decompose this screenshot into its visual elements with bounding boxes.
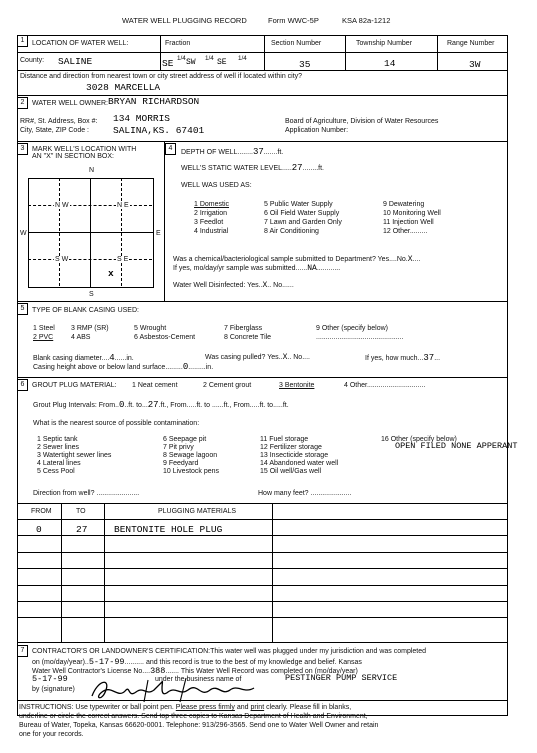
direction-label: Direction from well? ......................: [33, 490, 140, 497]
contam-option[interactable]: 7 Pit privy: [163, 444, 194, 451]
contam-option[interactable]: 6 Seepage pit: [163, 436, 207, 443]
interval-to-1[interactable]: 27: [147, 400, 159, 410]
table-row-divider: [17, 617, 507, 618]
use-option-2[interactable]: 2 Irrigation: [194, 210, 228, 217]
disinfected-question: Water Well Disinfected: Yes..X.. No......: [173, 281, 294, 290]
certification-line-2: on (mo/day/year)..5-17-99.......... and this record is true to the best of my knowledge and belief. Kansas: [32, 657, 362, 667]
section-1-number: 1: [17, 35, 28, 47]
contam-option[interactable]: 9 Feedyard: [163, 460, 199, 467]
contam-option[interactable]: 15 Oil well/Gas well: [260, 468, 322, 475]
instructions-line-1: INSTRUCTIONS: Use typewriter or ball point pen. Please press firmly and print clearly. Please fill in blanks,: [19, 704, 352, 711]
casing-height-value[interactable]: 0: [182, 362, 189, 372]
fraction-quarter-1: 1/4: [177, 55, 186, 62]
certification-line-3: Water Well Contractor's License No....388....... This Water Well Record was completed on (mo/day/year): [32, 666, 358, 676]
grid-nw: N W: [55, 202, 69, 209]
depth-label: DEPTH OF WELL........37.......ft.: [181, 147, 284, 157]
location-label: LOCATION OF WATER WELL:: [32, 40, 129, 47]
contam-option[interactable]: 4 Lateral lines: [37, 460, 81, 467]
city-label: City, State, ZIP Code :: [20, 127, 89, 134]
contam-option[interactable]: 14 Abandoned water well: [260, 460, 339, 467]
compass-w: W: [20, 230, 27, 237]
contam-option[interactable]: 1 Septic tank: [37, 436, 78, 443]
static-level-label: WELL'S STATIC WATER LEVEL.....27........ft.: [181, 163, 324, 173]
instructions-line-3: Bureau of Water, Topeka, Kansas 66620-0001. Telephone: 913/296-3565. Send one to Water Well Owner and retain: [19, 722, 379, 729]
compass-e: E: [156, 230, 161, 237]
how-much-label: If yes, how much...37...: [365, 353, 441, 363]
chem-sample-answer[interactable]: X: [407, 255, 413, 264]
section-7-number: 7: [17, 645, 28, 657]
section-4-number: 4: [165, 143, 176, 155]
section-2-number: 2: [17, 97, 28, 109]
use-option-12[interactable]: 12 Other.........: [383, 228, 428, 235]
table-row-divider: [17, 568, 507, 569]
use-option-1[interactable]: 1 Domestic: [194, 201, 230, 208]
sample-date-answer[interactable]: NA: [307, 264, 317, 273]
distance-label: Distance and direction from nearest town or city street address of well if located within city?: [20, 73, 303, 80]
section-5-number: 5: [17, 303, 28, 315]
fraction-se-1[interactable]: SE: [162, 58, 174, 69]
depth-value[interactable]: 37: [252, 147, 264, 157]
other-casing-blank: .............................................: [316, 334, 404, 341]
casing-opt-2-pvc[interactable]: 2 PVC: [33, 334, 54, 341]
section-number-label: Section Number: [271, 40, 322, 47]
casing-pulled-label: Was casing pulled? Yes..X.. No....: [205, 353, 310, 362]
contam-option[interactable]: 5 Cess Pool: [37, 468, 75, 475]
instructions-line-2: underline or circle the correct answers. Send top three copies to Kansas Department of Health and Environment,: [19, 713, 368, 720]
business-name-value[interactable]: PESTINGER PUMP SERVICE: [285, 673, 398, 683]
township-number-label: Township Number: [356, 40, 413, 47]
certification-line-1: CONTRACTOR'S OR LANDOWNER'S CERTIFICATION:This water well was plugged under my jurisdiction and was completed: [32, 648, 427, 655]
street-value[interactable]: 134 MORRIS: [113, 113, 171, 124]
table-header-to: TO: [76, 508, 86, 515]
section-number-value[interactable]: 35: [299, 59, 311, 70]
form-frame: [17, 35, 508, 716]
use-option-10[interactable]: 10 Monitoring Well: [383, 210, 441, 217]
casing-diameter-label: Blank casing diameter....4......in.: [33, 353, 134, 363]
table-cell-to[interactable]: 27: [76, 524, 88, 535]
casing-opt-1[interactable]: 1 Steel: [33, 325, 55, 332]
address-label: RR#, St. Address, Box #:: [20, 118, 98, 125]
contam-option[interactable]: 10 Livestock pens: [163, 468, 220, 475]
fraction-quarter-3: 1/4: [238, 55, 247, 62]
used-as-label: WELL WAS USED AS:: [181, 182, 252, 189]
casing-height-label: Casing height above or below land surface.........0.........in.: [33, 362, 214, 372]
contam-option[interactable]: 8 Sewage lagoon: [163, 452, 218, 459]
contam-option[interactable]: 3 Watertight sewer lines: [37, 452, 112, 459]
use-option-9[interactable]: 9 Dewatering: [383, 201, 425, 208]
table-row-divider: [17, 601, 507, 602]
owner-label: WATER WELL OWNER:: [32, 100, 108, 107]
use-option-3[interactable]: 3 Feedlot: [194, 219, 224, 226]
grout-opt-4[interactable]: 4 Other..............................: [344, 382, 426, 389]
casing-pulled-answer[interactable]: X: [282, 353, 288, 362]
casing-diameter-value[interactable]: 4: [109, 353, 115, 363]
grout-opt-3-bentonite[interactable]: 3 Bentonite: [279, 382, 315, 389]
section-6-number: 6: [17, 379, 28, 391]
county-value[interactable]: SALINE: [58, 56, 93, 67]
use-option-4[interactable]: 4 Industrial: [194, 228, 229, 235]
casing-opt-9[interactable]: 9 Other (specify below): [316, 325, 388, 332]
casing-opt-6[interactable]: 6 Asbestos-Cement: [134, 334, 196, 341]
owner-value[interactable]: BRYAN RICHARDSON: [108, 96, 200, 107]
application-number-label: Application Number:: [285, 127, 349, 134]
well-location-mark[interactable]: x: [108, 268, 114, 279]
fraction-quarter-2: 1/4: [205, 55, 214, 62]
use-option-11[interactable]: 11 Injection Well: [383, 219, 434, 226]
casing-opt-4[interactable]: 4 ABS: [71, 334, 91, 341]
use-option-8[interactable]: 8 Air Conditioning: [264, 228, 319, 235]
section-box[interactable]: [28, 178, 154, 288]
range-number-value[interactable]: 3W: [469, 59, 481, 70]
fraction-se-2[interactable]: SE: [217, 58, 227, 67]
completion-date[interactable]: 5-17-99: [88, 657, 125, 667]
static-level-value[interactable]: 27: [291, 163, 303, 173]
table-row-divider: [17, 585, 507, 586]
contamination-question: What is the nearest source of possible contamination:: [33, 420, 200, 427]
ksa-reference: KSA 82a-1212: [342, 16, 391, 25]
contam-option[interactable]: 2 Sewer lines: [37, 444, 80, 451]
disinfected-answer[interactable]: X: [262, 281, 268, 290]
grout-opt-2[interactable]: 2 Cement grout: [203, 382, 252, 389]
township-number-value[interactable]: 14: [384, 58, 396, 69]
use-option-7[interactable]: 7 Lawn and Garden Only: [264, 219, 342, 226]
form-number: Form WWC-5P: [268, 16, 319, 25]
grout-material-label: GROUT PLUG MATERIAL:: [32, 382, 117, 389]
table-cell-from[interactable]: 0: [36, 524, 42, 535]
grid-se: S E: [117, 256, 129, 263]
city-value[interactable]: SALINA,KS. 67401: [113, 125, 205, 136]
compass-n: N: [89, 167, 95, 174]
record-date[interactable]: 5-17-99: [32, 674, 68, 684]
casing-opt-8[interactable]: 8 Concrete Tile: [224, 334, 272, 341]
contam-option[interactable]: 11 Fuel storage: [260, 436, 309, 443]
table-row-divider: [17, 535, 507, 536]
fraction-label: Fraction: [165, 40, 191, 47]
grid-ne: N E: [117, 202, 129, 209]
table-row-divider: [17, 552, 507, 553]
table-header-materials: PLUGGING MATERIALS: [158, 508, 237, 515]
compass-s: S: [89, 291, 94, 298]
contam-option[interactable]: 12 Fertilizer storage: [260, 444, 322, 451]
casing-type-label: TYPE OF BLANK CASING USED:: [32, 307, 139, 314]
mark-location-label-1: MARK WELL'S LOCATION WITH: [32, 146, 137, 153]
table-row-divider: [17, 519, 507, 520]
form-title: WATER WELL PLUGGING RECORD: [122, 16, 247, 25]
business-name-label: under the business name of: [155, 676, 242, 683]
casing-opt-5[interactable]: 5 Wrought: [134, 325, 167, 332]
interval-from-1[interactable]: 0: [119, 400, 125, 410]
range-number-label: Range Number: [447, 40, 495, 47]
board-label: Board of Agriculture, Division of Water Resources: [285, 118, 439, 125]
use-option-5[interactable]: 5 Public Water Supply: [264, 201, 333, 208]
table-header-from: FROM: [31, 508, 52, 515]
contam-other-value[interactable]: OPEN FILED NONE APPERANT: [395, 441, 518, 451]
chem-sample-question: Was a chemical/bacteriological sample submitted to Department? Yes....No.X....: [173, 255, 421, 264]
how-many-feet-label: How many feet? .....................: [258, 490, 352, 497]
grout-opt-1[interactable]: 1 Neat cement: [132, 382, 178, 389]
mark-location-label-2: AN "X" IN SECTION BOX:: [32, 153, 114, 160]
grid-sw: S W: [55, 256, 69, 263]
casing-opt-3[interactable]: 3 RMP (SR): [71, 325, 109, 332]
county-label: County:: [20, 57, 45, 64]
instructions-line-4: one for your records.: [19, 731, 84, 738]
how-much-value[interactable]: 37: [423, 353, 435, 363]
sample-date-question: If yes, mo/day/yr sample was submitted......NA............: [173, 264, 341, 273]
table-cell-material[interactable]: BENTONITE HOLE PLUG: [114, 524, 223, 535]
contam-option[interactable]: 13 Insecticide storage: [260, 452, 329, 459]
signature-label: by (signature): [32, 686, 75, 693]
fraction-sw[interactable]: SW: [186, 58, 196, 67]
contam-opt-16[interactable]: 16 Other (specify below): [381, 436, 457, 443]
use-option-6[interactable]: 6 Oil Field Water Supply: [264, 210, 340, 217]
grout-intervals-label: Grout Plug Intervals: From..0..ft. to...27.ft., From.....ft. to ......ft., From.....ft. to.....ft.: [33, 400, 289, 410]
section-3-number: 3: [17, 143, 28, 155]
casing-opt-7[interactable]: 7 Fiberglass: [224, 325, 263, 332]
license-number[interactable]: 388: [150, 666, 166, 676]
address-value[interactable]: 3028 MARCELLA: [86, 82, 161, 93]
